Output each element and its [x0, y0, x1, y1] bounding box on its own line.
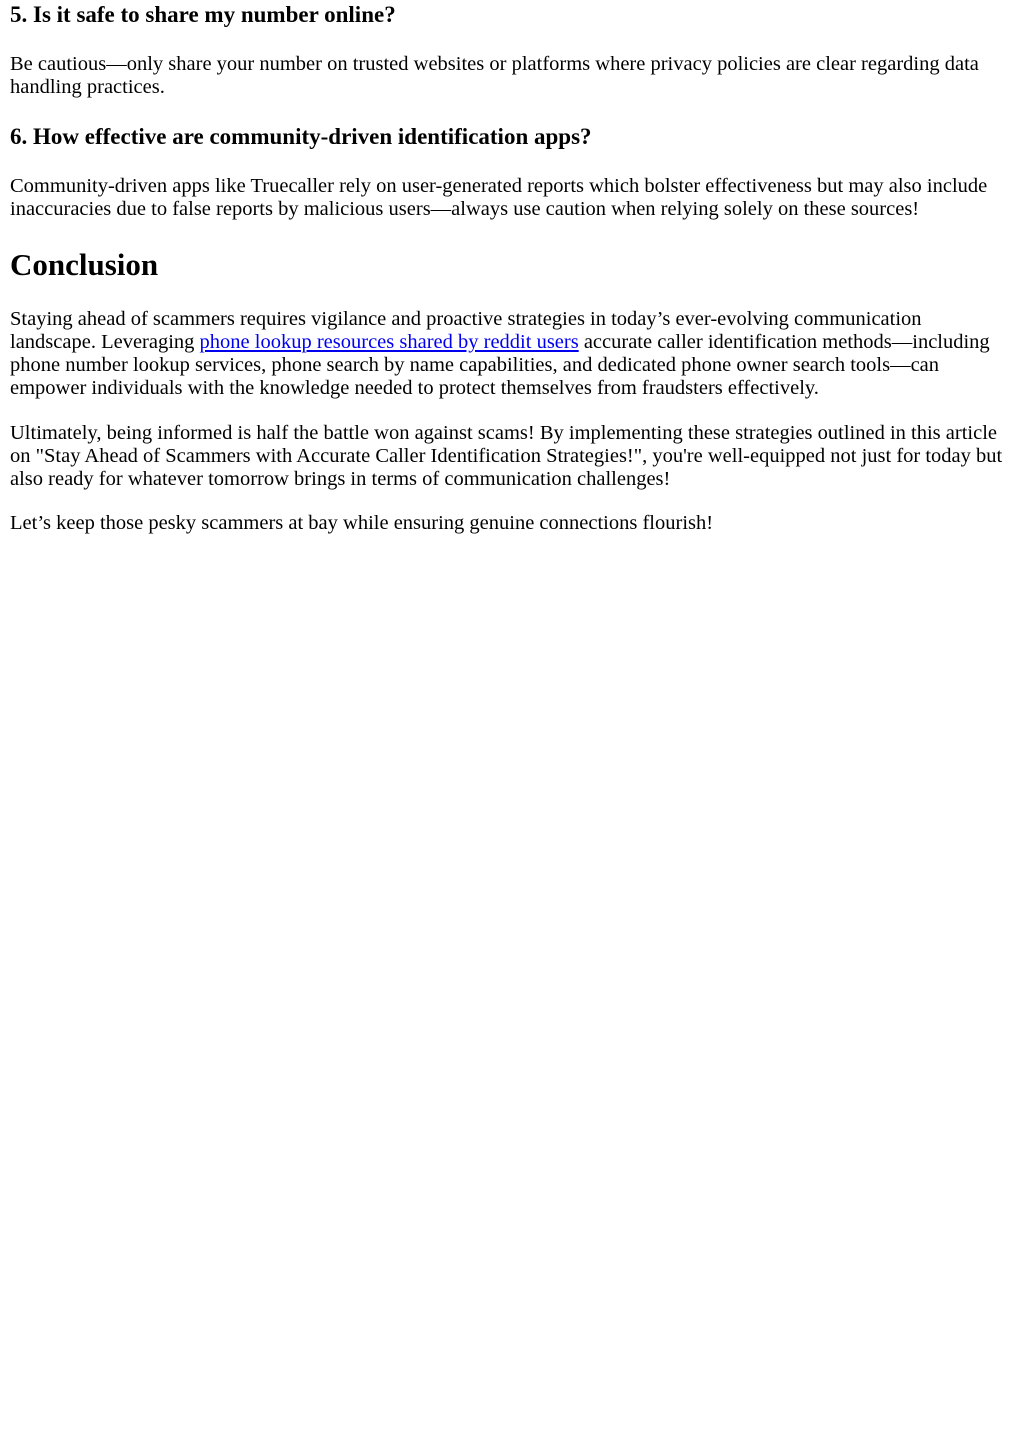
phone-lookup-resources-link[interactable]: phone lookup resources shared by reddit users — [199, 331, 579, 353]
conclusion-paragraph-2: Ultimately, being informed is half the battle won against scams! By implementing these strategies outlined in this article on "Stay Ahead of Scammers with Accurate Caller Identification Strategies!", you're well-equipped not just for today but also ready for whatever tomorrow brings in terms of communication challenges! — [10, 422, 1003, 490]
conclusion-p1-text-before: Staying ahead of scammers requires vigilance and proactive strategies in today’s ever-evolving communication landscape. Leveraging — [10, 308, 922, 353]
faq-question-6-heading: 6. How effective are community-driven identification apps? — [10, 124, 592, 149]
conclusion-p1-text-after: accurate caller identification methods—including phone number lookup services, phone search by name capabilities, and dedicated phone owner search tools—can empower individuals with the knowledge needed to protect themselves from fraudsters effectively. — [10, 331, 990, 399]
conclusion-heading: Conclusion — [10, 247, 159, 282]
faq-answer-6: Community-driven apps like Truecaller rely on user-generated reports which bolster effectiveness but may also include inaccuracies due to false reports by malicious users—always use caution when relying solely on these sources! — [10, 175, 988, 220]
faq-question-5-heading: 5. Is it safe to share my number online? — [10, 2, 396, 27]
faq-answer-5: Be cautious—only share your number on trusted websites or platforms where privacy policies are clear regarding data handling practices. — [10, 53, 979, 98]
conclusion-paragraph-1 — [10, 308, 1010, 400]
conclusion-paragraph-3: Let’s keep those pesky scammers at bay while ensuring genuine connections flourish! — [10, 512, 714, 534]
